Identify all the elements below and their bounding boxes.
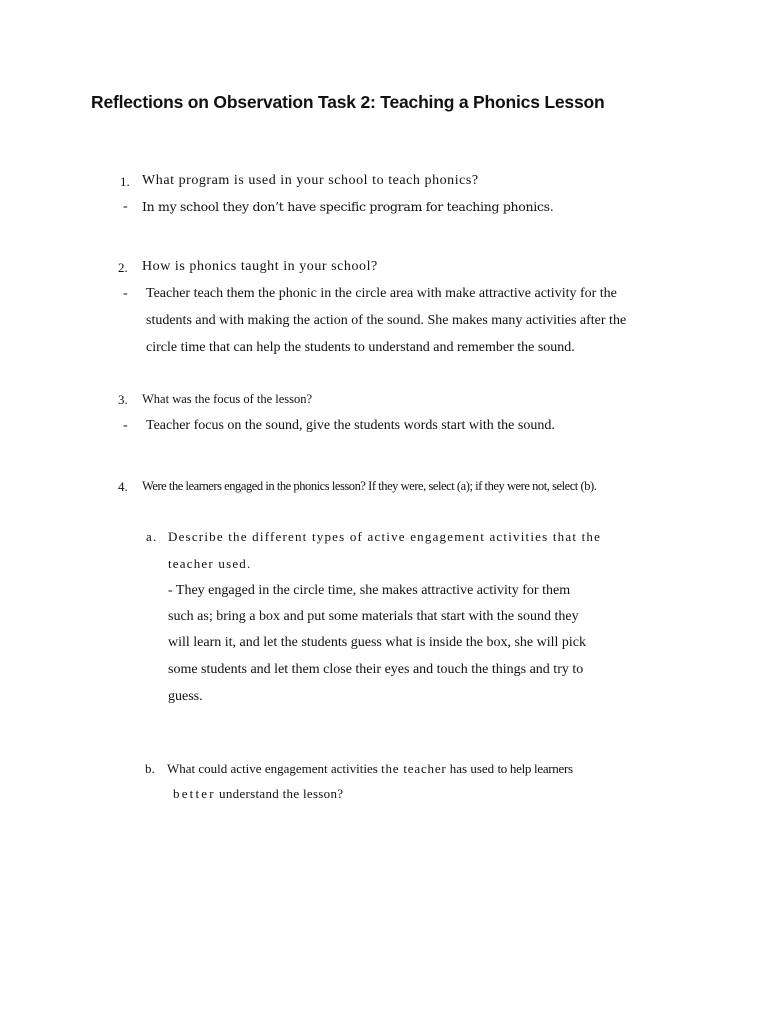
page-title: Reflections on Observation Task 2: Teaching a Phonics Lesson	[91, 92, 605, 112]
sub-question-text-segment: the teacher	[381, 761, 447, 776]
sub-question-text-segment: What could active engagement activities	[167, 761, 378, 776]
sub-question-text	[167, 761, 573, 777]
sub-question-text	[173, 786, 343, 802]
sub-question-text-segment: to help learners	[497, 761, 573, 776]
answer-line: circle time that can help the students to understand and remember the sound.	[146, 340, 575, 355]
answer-dash: -	[123, 286, 128, 301]
question-number: 4.	[118, 479, 128, 494]
question-text: Were the learners engaged in the phonics lesson? If they were, select (a); if they were not, select (b).	[142, 479, 597, 493]
sub-question-text-segment: better	[173, 786, 216, 801]
answer-dash: -	[123, 199, 128, 214]
answer-line: guess.	[168, 689, 203, 704]
sub-question-text-segment: understand the lesson?	[219, 786, 344, 801]
question-number: 2.	[118, 260, 128, 275]
answer-dash: -	[123, 418, 128, 433]
sub-question-label: a.	[146, 529, 158, 544]
answer-line: such as; bring a box and put some materials that start with the sound they	[168, 609, 579, 624]
sub-question-text-segment: has used	[449, 761, 495, 776]
answer-line: - They engaged in the circle time, she makes attractive activity for them	[168, 583, 571, 598]
question-number: 1.	[120, 174, 130, 189]
answer-line: some students and let them close their eyes and touch the things and try to	[168, 662, 584, 677]
question-text: What was the focus of the lesson?	[142, 392, 313, 406]
answer-line: Teacher focus on the sound, give the students words start with the sound.	[146, 418, 555, 433]
sub-question-text: Describe the different types of active engagement activities that the	[168, 529, 602, 544]
answer-line: In my school they don’t have specific program for teaching phonics.	[142, 199, 554, 214]
question-number: 3.	[118, 392, 128, 407]
question-text: How is phonics taught in your school?	[142, 259, 378, 274]
sub-question-label: b.	[145, 761, 155, 776]
answer-line: Teacher teach them the phonic in the circle area with make attractive activity for the	[146, 286, 617, 301]
answer-line: students and with making the action of the sound. She makes many activities after the	[146, 313, 627, 328]
answer-line: will learn it, and let the students guess what is inside the box, she will pick	[168, 635, 586, 650]
sub-question-text: teacher used.	[168, 556, 252, 571]
question-text: What program is used in your school to teach phonics?	[142, 173, 479, 188]
